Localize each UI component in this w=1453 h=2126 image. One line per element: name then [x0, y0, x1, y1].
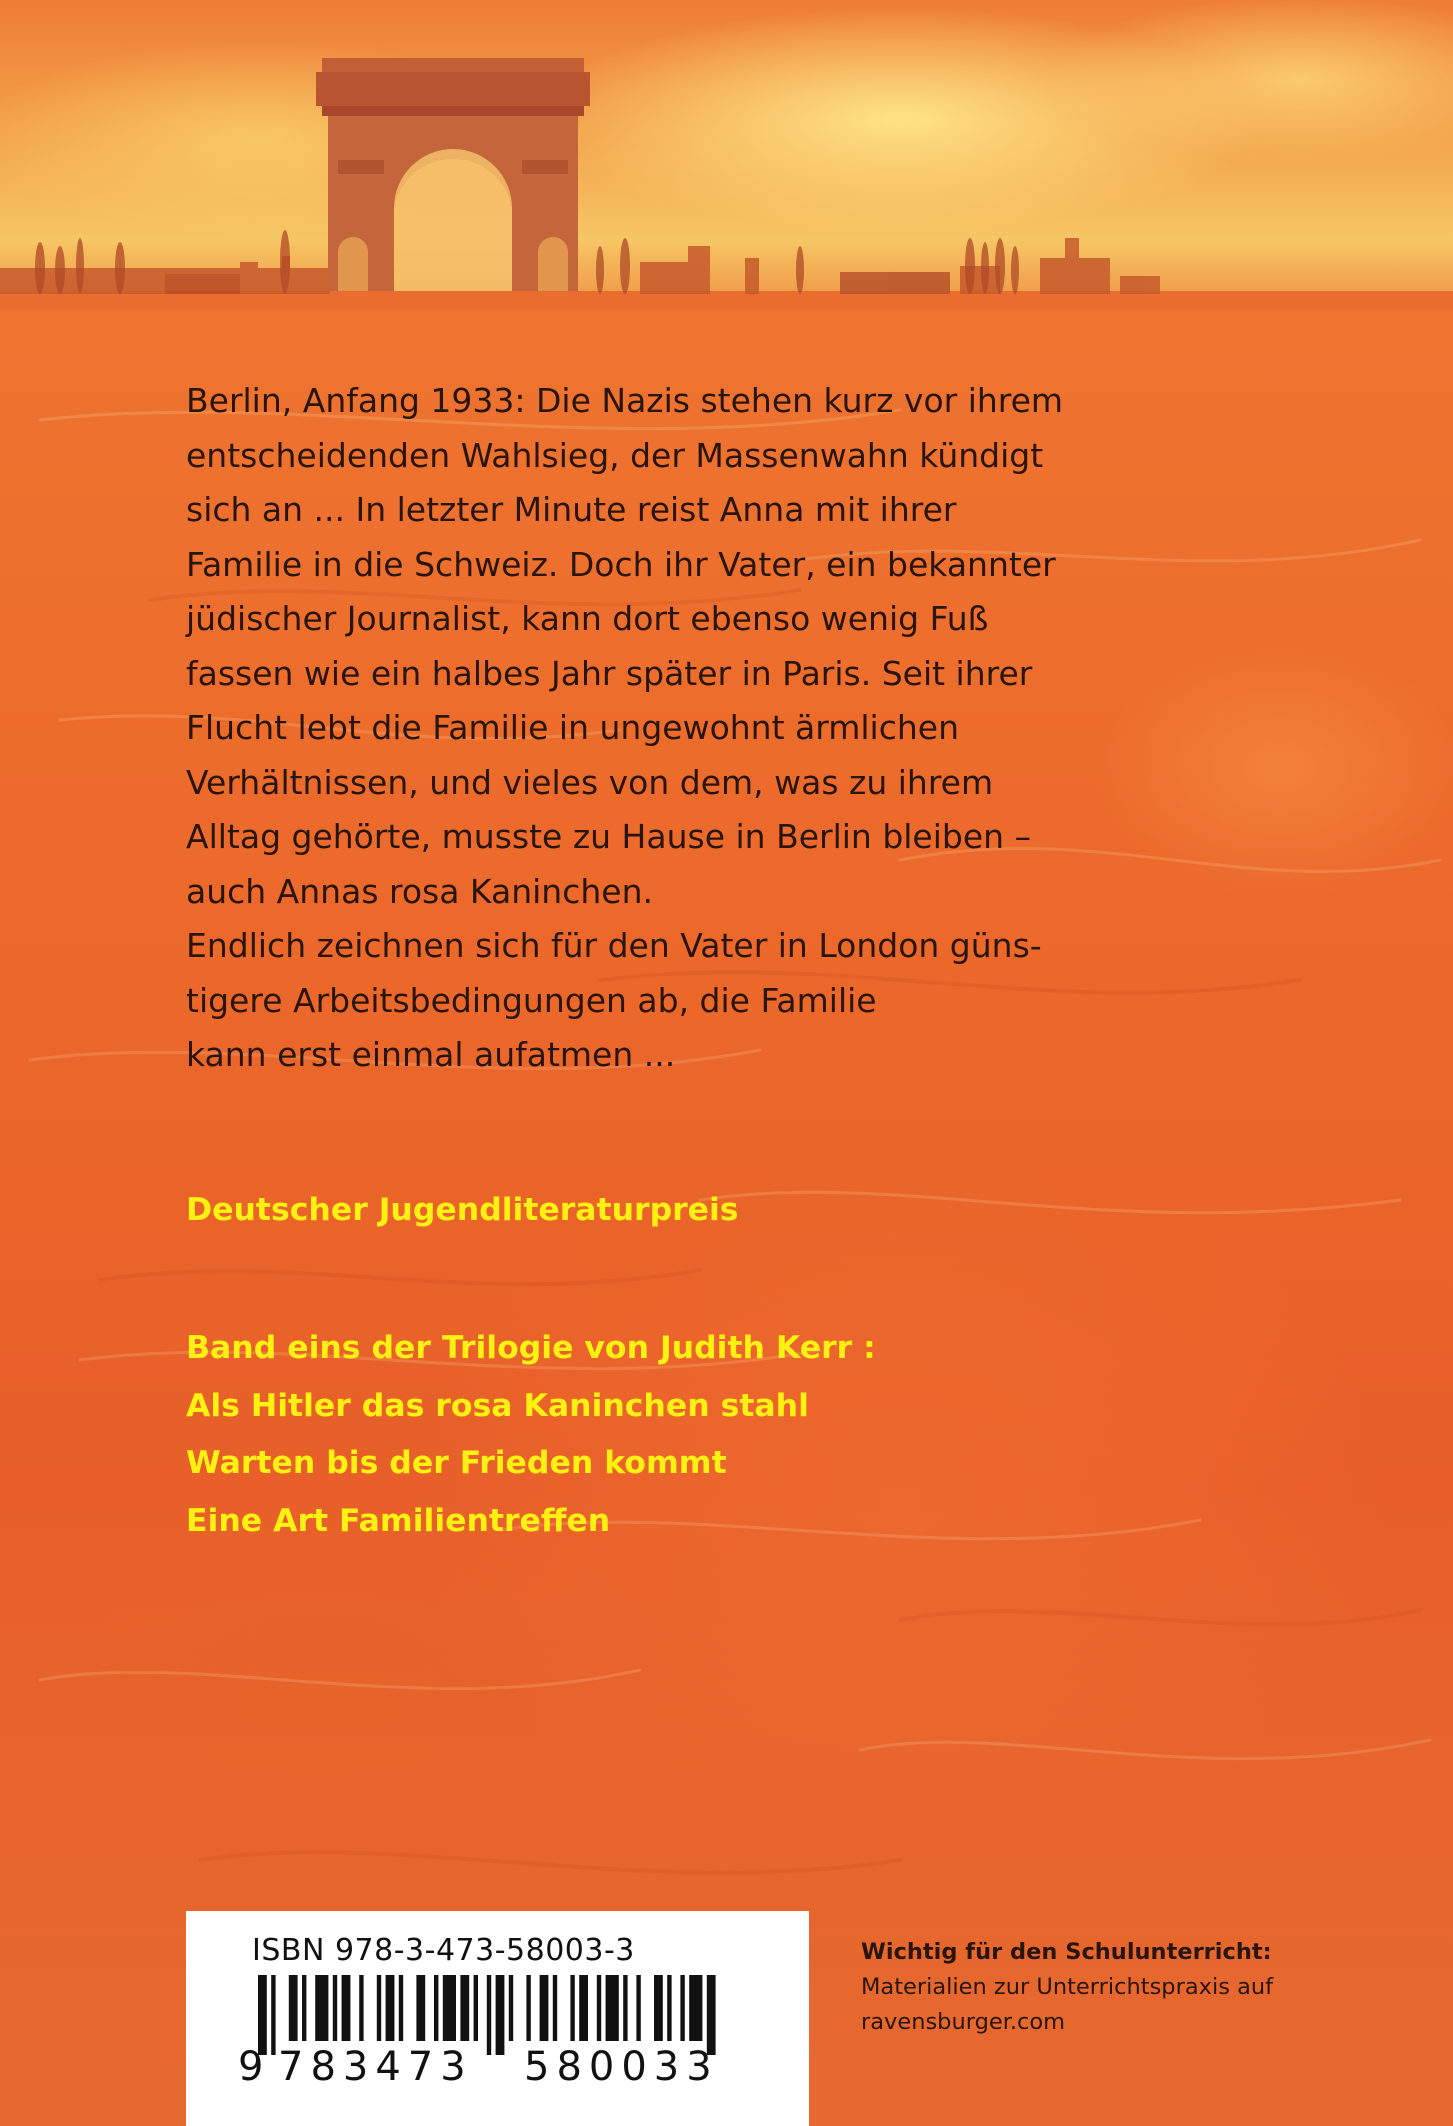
arc-de-triomphe-skyline-icon — [0, 0, 1453, 310]
barcode-prefix-digit: 9 — [238, 2044, 264, 2090]
barcode-bar — [342, 1975, 351, 2041]
barcode-bar — [540, 1975, 549, 2041]
barcode-bar — [377, 1975, 381, 2041]
barcode-bar — [636, 1975, 640, 2041]
barcode-bar — [443, 1975, 456, 2041]
barcode-bar — [434, 1975, 438, 2041]
trilogy-heading: Band eins der Trilogie von Judith Kerr : — [186, 1330, 876, 1366]
blurb-line: kann erst einmal aufatmen ... — [186, 1035, 676, 1074]
barcode-bar — [333, 1975, 337, 2041]
blurb-line: tigere Arbeitsbedingungen ab, die Familie — [186, 980, 877, 1020]
barcode-bar — [707, 1975, 716, 2055]
barcode-bar — [579, 1975, 588, 2041]
trilogy-title: Warten bis der Frieden kommt — [186, 1445, 727, 1481]
barcode-bar — [680, 1975, 684, 2041]
barcode-bar — [258, 1975, 267, 2055]
blurb-line: Endlich zeichnen sich für den Vater in London güns- — [186, 926, 1042, 965]
school-info — [861, 1935, 1421, 2040]
barcode-bar — [597, 1975, 601, 2041]
barcode-bar — [526, 1975, 530, 2041]
blurb-line: Familie in die Schweiz. Doch ihr Vater, ein bekannter — [186, 544, 1056, 584]
blurb-line: Flucht lebt die Familie in ungewohnt ärmlichen — [186, 708, 959, 747]
barcode-bar — [359, 1975, 363, 2041]
school-info-line: Materialien zur Unterrichtspraxis auf — [861, 1974, 1274, 2000]
barcode-bar — [570, 1975, 574, 2041]
isbn-barcode-panel — [186, 1911, 809, 2126]
barcode-bar — [667, 1975, 671, 2041]
barcode-icon — [186, 1911, 809, 2126]
barcode-bar — [487, 1975, 491, 2055]
barcode-bar — [386, 1975, 395, 2041]
barcode-bar — [509, 1975, 513, 2041]
blurb-line: Alltag gehörte, musste zu Hause in Berlin bleiben – — [186, 817, 1032, 856]
trilogy-title: Als Hitler das rosa Kaninchen stahl — [186, 1387, 809, 1424]
blurb-line: entscheidenden Wahlsieg, der Massenwahn kündigt — [186, 435, 1044, 475]
barcode-left-digits: 783473 — [278, 2044, 473, 2090]
barcode-bar — [289, 1975, 298, 2041]
arc-de-triomphe — [316, 58, 590, 291]
barcode-bar — [623, 1975, 627, 2041]
barcode-bar — [496, 1975, 505, 2055]
blurb-line: Berlin, Anfang 1933: Die Nazis stehen kurz vor ihrem — [186, 381, 1064, 420]
blurb-line: sich an ... In letzter Minute reist Anna mit ihrer — [186, 490, 957, 529]
barcode-bar — [271, 1975, 275, 2055]
barcode-bar — [553, 1975, 557, 2041]
blurb-line: jüdischer Journalist, kann dort ebenso wenig Fuß — [186, 599, 989, 638]
blurb-line: Verhältnissen, und vieles von dem, was zu ihrem — [186, 762, 994, 802]
isbn-label: ISBN 978-3-473-58003-3 — [252, 1933, 635, 1968]
barcode-bar — [302, 1975, 306, 2041]
barcode-right-digits: 580033 — [524, 2044, 719, 2090]
school-info-title: Wichtig für den Schulunterricht: — [861, 1939, 1272, 1965]
barcode-bar — [654, 1975, 663, 2041]
blurb-text — [186, 374, 1186, 1083]
barcode-bar — [315, 1975, 328, 2041]
barcode-bar — [416, 1975, 425, 2041]
barcode-bar — [399, 1975, 403, 2041]
school-info-link: ravensburger.com — [861, 2009, 1066, 2035]
trilogy-title: Eine Art Familientreffen — [186, 1502, 611, 1539]
barcode-bar — [606, 1975, 619, 2041]
blurb-line: fassen wie ein halbes Jahr später in Paris. Seit ihrer — [186, 653, 1033, 693]
barcode-bar — [474, 1975, 478, 2041]
award-label: Deutscher Jugendliteraturpreis — [186, 1192, 739, 1228]
trilogy-list — [186, 1320, 876, 1550]
blurb-line: auch Annas rosa Kaninchen. — [186, 871, 653, 911]
barcode-bar — [689, 1975, 702, 2041]
barcode-bar — [460, 1975, 469, 2041]
